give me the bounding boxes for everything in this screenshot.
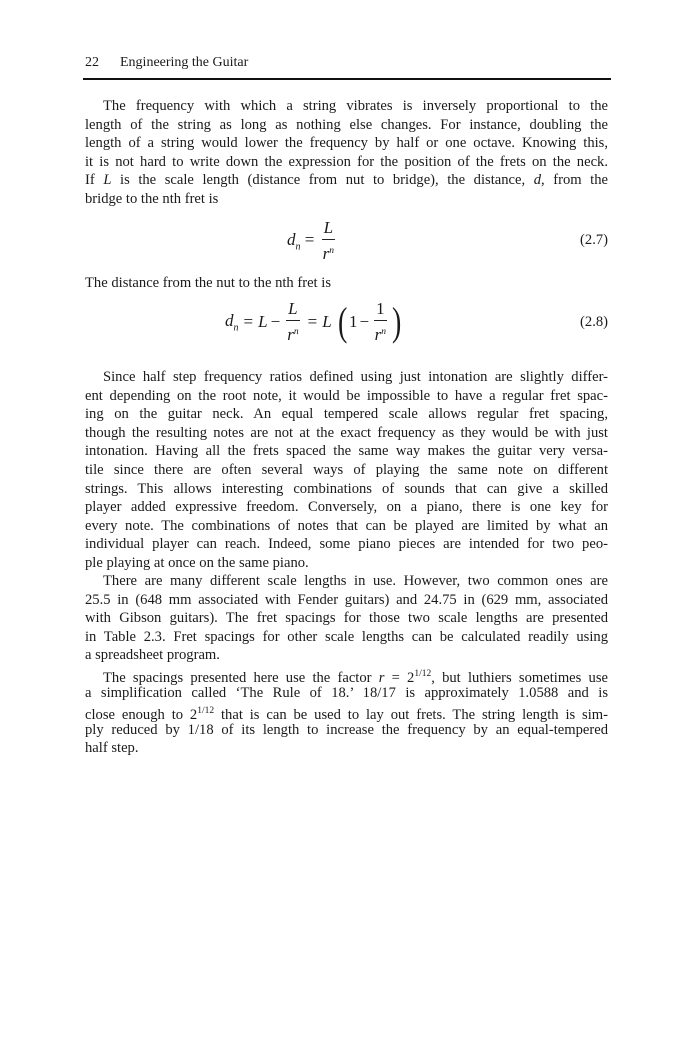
eq-symbol: L [258, 312, 268, 331]
text-line: tile since there are often several ways of playing the same note on different [85, 461, 608, 478]
eq-equals: = [243, 312, 254, 331]
eq-one: 1 [349, 312, 358, 331]
paragraph-5 [85, 665, 608, 758]
equation-number: (2.7) [580, 232, 608, 248]
eq-equals: = [307, 312, 318, 331]
text-span: close enough to 2 [85, 707, 198, 724]
eq-denominator [323, 240, 334, 264]
text-span: , but luthiers sometimes use [431, 670, 608, 686]
text-line: length of the string as long as nothing else changes. For instance, doubling the [85, 116, 608, 133]
eq-numerator: L [322, 218, 335, 240]
variable-d: d [533, 172, 541, 189]
exponent: 1/12 [197, 706, 215, 717]
eq-symbol: r [287, 325, 294, 344]
exponent: 1/12 [414, 669, 432, 679]
equation-body [225, 298, 403, 346]
eq-fraction [374, 299, 387, 345]
text-line: a simplification called ‘The Rule of 18.’ 18/17 is approximately 1.0588 and is [85, 684, 608, 701]
paragraph-1 [85, 97, 608, 209]
eq-superscript: n [329, 246, 335, 256]
text-span: that is can be used to lay out frets. The string length is sim- [214, 707, 608, 724]
eq-subscript: n [295, 241, 301, 253]
eq-symbol: r [322, 244, 330, 263]
text-line: ent depending on the root note, it would be impossible to have a regular fret spac- [85, 387, 608, 404]
equation-body [287, 218, 338, 264]
eq-numerator: L [286, 299, 299, 321]
eq-equals: = [304, 229, 315, 249]
eq-denominator [375, 321, 386, 345]
eq-minus: − [270, 312, 281, 331]
eq-fraction [322, 218, 335, 264]
text-line: length of a string would lower the frequency by half or one octave. Knowing this, [85, 135, 608, 152]
paragraph-2 [85, 274, 608, 293]
text-line [85, 665, 608, 684]
paragraph-3 [85, 368, 608, 573]
equation-2-7 [85, 218, 608, 264]
text-span: is the scale length (distance from nut to bridge), the distance, [111, 172, 534, 189]
eq-symbol: d [225, 310, 234, 330]
variable-r: r [378, 670, 385, 686]
text-span: The spacings presented here use the factor [103, 670, 379, 686]
text-line: a spreadsheet program. [85, 647, 220, 664]
text-span: If [85, 172, 104, 189]
text-line: in Table 2.3. Fret spacings for other scale lengths can be calculated readily using [85, 628, 608, 645]
text-line: every note. The combinations of notes that can be played are limited by what an [85, 517, 608, 534]
text-line: strings. This allows interesting combinations of sounds that can give a skilled [85, 480, 608, 497]
eq-right-paren: ) [391, 299, 401, 344]
text-line: ply reduced by 1/18 of its length to increase the frequency by an equal-tempered [85, 721, 608, 738]
eq-superscript: n [293, 327, 299, 337]
page-number: 22 [85, 55, 99, 70]
text-line: with Gibson guitars). The fret spacings for those two scale lengths are presented [85, 610, 608, 627]
text-line: it is not hard to write down the expression for the position of the frets on the neck. [85, 153, 608, 170]
text-span: = 2 [384, 670, 415, 686]
equation-number: (2.8) [580, 314, 608, 330]
header-rule [83, 78, 611, 80]
eq-symbol: d [287, 229, 296, 249]
eq-denominator [287, 321, 298, 345]
text-line: ple playing at once on the same piano. [85, 554, 309, 571]
text-line: intonation. Having all the frets spaced the same way makes the guitar very versa- [85, 443, 608, 460]
eq-superscript: n [381, 327, 387, 337]
text-line: though the resulting notes are not at the exact frequency as they would be with just [85, 424, 608, 441]
text-line [85, 702, 608, 724]
text-line: The frequency with which a string vibrates is inversely proportional to the [103, 98, 608, 114]
running-title: Engineering the Guitar [120, 55, 249, 70]
text-line: bridge to the nth fret is [85, 190, 219, 207]
text-line: player added expressive freedom. Conversely, on a piano, there is one key for [85, 499, 608, 516]
paragraph-4 [85, 572, 608, 665]
eq-left-paren: ( [337, 299, 348, 344]
variable-L: L [103, 172, 112, 189]
eq-numerator: 1 [374, 299, 387, 321]
text-line: The distance from the nut to the nth fret is [85, 275, 331, 291]
eq-minus: − [359, 312, 370, 331]
text-line: individual player can reach. Indeed, some piano pieces are intended for two peo- [85, 536, 608, 553]
text-line: half step. [85, 740, 139, 757]
text-span: , from the [541, 172, 609, 189]
running-header [85, 55, 610, 77]
eq-symbol: L [322, 312, 332, 331]
eq-symbol: r [374, 325, 382, 344]
equation-2-8 [85, 298, 608, 348]
eq-fraction [286, 299, 299, 345]
text-line [85, 171, 608, 190]
text-line: There are many different scale lengths in use. However, two common ones are [103, 573, 608, 589]
eq-subscript: n [233, 322, 239, 334]
text-line: Since half step frequency ratios defined using just intonation are slightly differ- [103, 369, 608, 385]
text-line: 25.5 in (648 mm associated with Fender guitars) and 24.75 in (629 mm, associated [85, 591, 608, 608]
text-line: ing on the guitar neck. An equal tempered scale allows regular fret spacing, [85, 406, 608, 423]
